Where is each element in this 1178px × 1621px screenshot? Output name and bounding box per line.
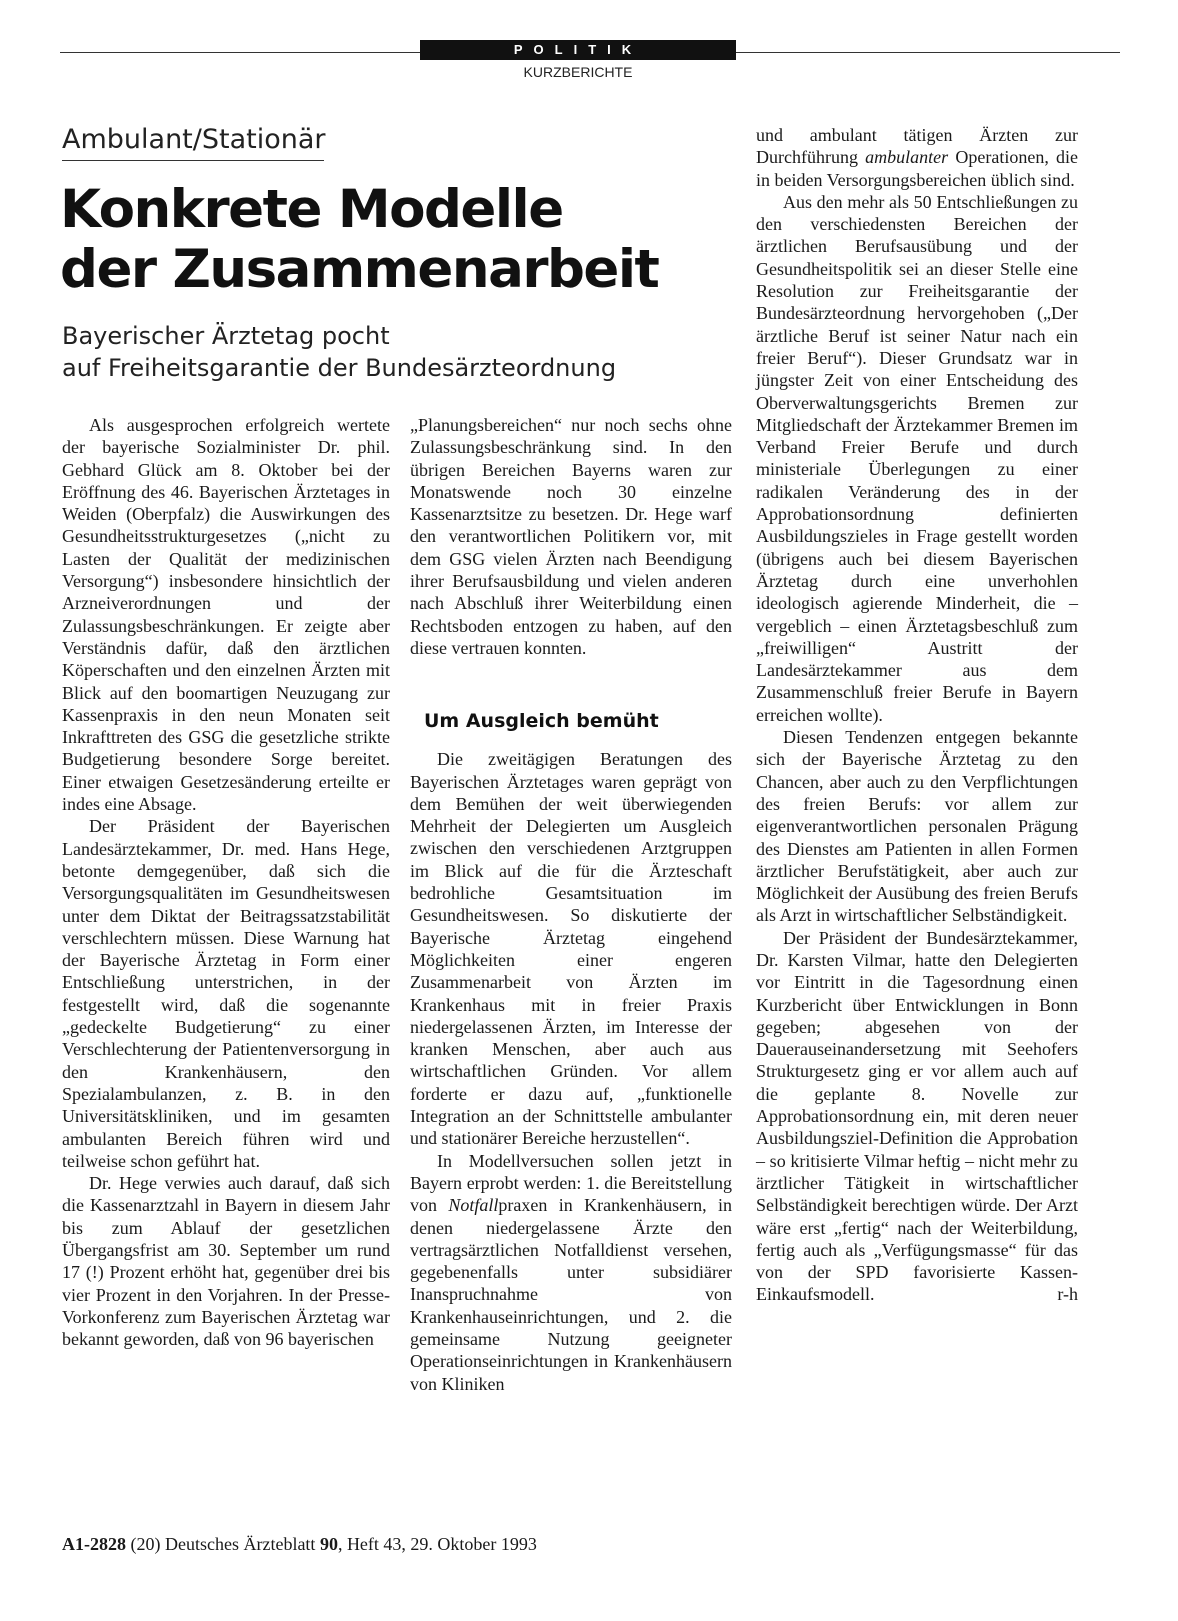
text-column-2 [410,414,732,1395]
emphasis: Notfall [448,1195,499,1216]
subsection-label: KURZBERICHTE [523,64,633,80]
paragraph [410,1150,732,1395]
text-column-1 [62,414,390,1350]
header-rule [60,52,420,53]
issue-date: , Heft 43, 29. Oktober 1993 [337,1534,537,1554]
paragraph [756,927,1078,1306]
text-column-3 [756,124,1078,1306]
text-run: und ambulant tätigen Ärzten zur Durchführung [756,125,1078,168]
subhead-line: Bayerischer Ärztetag pocht [62,322,390,350]
page-folio: A1-2828 [62,1534,126,1554]
emphasis: ambulanter [865,147,949,168]
headline-line: Konkrete Modelle [60,179,563,240]
paragraph [756,124,1078,191]
article-kicker: Ambulant/Stationär [62,124,326,155]
paragraph: Diesen Tendenzen entgegen bekannte sich der Bayerische Ärztetag zu den Chancen, aber auch zu den Verpflichtungen des freien Berufs: vor allem zur eigenverantwortlichen personalen Prägung des Dienstes am Patienten in allen Formen ärztlicher Berufstätigkeit, aber auch zur Möglichkeit der Ausübung des freien Berufs als Arzt in wirtschaftlicher Selbständigkeit. [756,727,1078,926]
author-signature: r-h [1057,1284,1078,1305]
paragraph: Aus den mehr als 50 Entschließungen zu den verschiedensten Bereichen der ärztlichen Berufsausübung und der Gesundheitspolitik sei an dieser Stelle eine Resolution zur Freiheitsgarantie der Bundesärzteordnung hervorgehoben („Der ärztliche Beruf ist seiner Natur nach ein freier Beruf“). Dieser Grundsatz war in jüngster Zeit von einer Entscheidung des Oberverwaltungsgerichts Bremen zur Mitgliedschaft der Ärztekammer Bremen im Verband Freier Berufe und durch ministeriale Überlegungen zu einer radikalen Veränderung des in der Approbationsordnung definierten Ausbildungszieles in Frage gestellt worden (übrigens auch bei diesem Bayerischen Ärztetag durch eine unverhohlen ideologisch agierende Minderheit, die – vergeblich – einen Ärztetagsbeschluß zum „freiwilligen“ Austritt der Landesärztekammer aus dem Zusammenschluß freier Berufe in Bayern erreichen wollte). [756,191,1078,725]
paragraph: „Planungsbereichen“ nur noch sechs ohne Zulassungsbeschränkung sind. In den übrigen Bereichen Bayerns waren zur Monatswende noch 30 einzelne Kassenarztsitze zu besetzen. Dr. Hege warf den verantwortlichen Politikern vor, mit dem GSG vielen Ärzten nach Beendigung ihrer Berufsausbildung und vielen anderen nach Abschluß ihrer Weiterbildung einen Rechtsboden entzogen zu haben, auf den diese vertrauen konnten. [410,415,732,658]
paragraph: Dr. Hege verwies auch darauf, daß sich die Kassenarztzahl in Bayern in diesem Jahr bis zum Ablauf der gesetzlichen Übergangsfrist am 30. September um rund 17 (!) Prozent erhöht hat, gegenüber drei bis vier Prozent in den Vorjahren. In der Presse-Vorkonferenz zum Bayerischen Ärztetag war bekannt geworden, daß von 96 bayerischen [62,1173,390,1350]
publication-text: (20) Deutsches Ärzteblatt [130,1534,316,1554]
kicker-rule [62,160,324,161]
subhead-line: auf Freiheitsgarantie der Bundesärzteordnung [62,354,617,382]
article-headline [60,180,760,300]
page-footer [62,1534,537,1555]
headline-line: der Zusammenarbeit [60,239,659,300]
text-run: In Modellversuchen sollen jetzt in Bayern erprobt werden: 1. die Bereitstellung von [410,1150,732,1216]
text-run: praxen in Krankenhäusern, in denen niedergelassene Ärzte den vertragsärztlichen Notfalldienst versehen, gegebenenfalls unter subsidiärer Inanspruchnahme von Krankenhauseinrichtungen, und 2. die gemeinsame Nutzung geeigneter Operationseinrichtungen in Krankenhäusern von Kliniken [410,1195,732,1394]
paragraph: Die zweitägigen Beratungen des Bayerischen Ärztetages waren geprägt von dem Bemühen der weit überwiegenden Mehrheit der Delegierten um Ausgleich zwischen den verschiedenen Arztgruppen im Blick auf die für die Ärzteschaft bedrohliche Gesamtsituation im Gesundheitswesen. So diskutierte der Bayerische Ärztetag eingehend Möglichkeiten einer engeren Zusammenarbeit von Ärzten im Krankenhaus mit in freier Praxis niedergelassenen Ärzten, im Interesse der kranken Menschen, aber auch aus wirtschaftlichen Gründen. Vor allem forderte er dazu auf, „funktionelle Integration an der Schnittstelle ambulanter und stationärer Bereiche herzustellen“. [410,749,732,1149]
section-label: POLITIK [420,40,736,60]
article-subhead [62,320,722,384]
paragraph: Der Präsident der Bayerischen Landesärztekammer, Dr. med. Hans Hege, betonte demgegenüber, daß sich die Versorgungsqualitäten im Gesundheitswesen unter dem Diktat der Beitragssatzstabilität verschlechtern müssen. Diese Warnung hat der Bayerische Ärztetag in Form einer Entschließung unterstrichen, in der festgestellt wird, daß die sogenannte „gedeckelte Budgetierung“ zu einer Verschlechterung der Patientenversorgung in den Krankenhäusern, den Spezialambulanzen, z. B. in den Universitätskliniken, und im gesamten ambulanten Bereich führen wird und teilweise schon geführt hat. [62,816,390,1171]
paragraph: Als ausgesprochen erfolgreich wertete der bayerische Sozialminister Dr. phil. Gebhard Glück am 8. Oktober bei der Eröffnung des 46. Bayerischen Ärztetages in Weiden (Oberpfalz) die Auswirkungen des Gesundheitsstrukturgesetzes („nicht zu Lasten der Qualität der medizinischen Versorgung“) insbesondere hinsichtlich der Arzneiverordnungen und der Zulassungsbeschränkungen. Er zeigte aber Verständnis dafür, daß den ärztlichen Köperschaften und den einzelnen Ärzten mit Blick auf den boomartigen Neuzugang zur Kassenpraxis in den neun Monaten seit Inkrafttreten des GSG die gesetzliche strikte Budgetierung besondere Sorge bereitet. Einer etwaigen Gesetzesänderung erteilte er indes eine Absage. [62,415,390,815]
volume-number: 90 [319,1534,338,1554]
text-run: Der Präsident der Bundesärztekammer, Dr. Karsten Vilmar, hatte den Delegierten vor Eintritt in die Tagesordnung einen Kurzbericht über Entwicklungen in Bonn gegeben; abgesehen von der Dauerauseinandersetzung mit Seehofers Strukturgesetz ging er vor allem auch auf die geplante 8. Novelle zur Approbationsordnung ein, mit deren neuer Ausbildungsziel-Definition die Approbation – so kritisierte Vilmar heftig – nicht mehr zu ärztlicher Tätigkeit in wirtschaftlicher Selbständigkeit berechtigen würde. Der Arzt wäre erst „fertig“ nach der Weiterbildung, fertig auch als „Verfügungsmasse“ für das von der SPD favorisierte Kassen-Einkaufsmodell. [756,927,1078,1305]
section-heading: Um Ausgleich bemüht [424,710,659,733]
header-rule [736,52,1120,53]
text-run: Operationen, die in beiden Versorgungsbereichen üblich sind. [756,147,1078,190]
